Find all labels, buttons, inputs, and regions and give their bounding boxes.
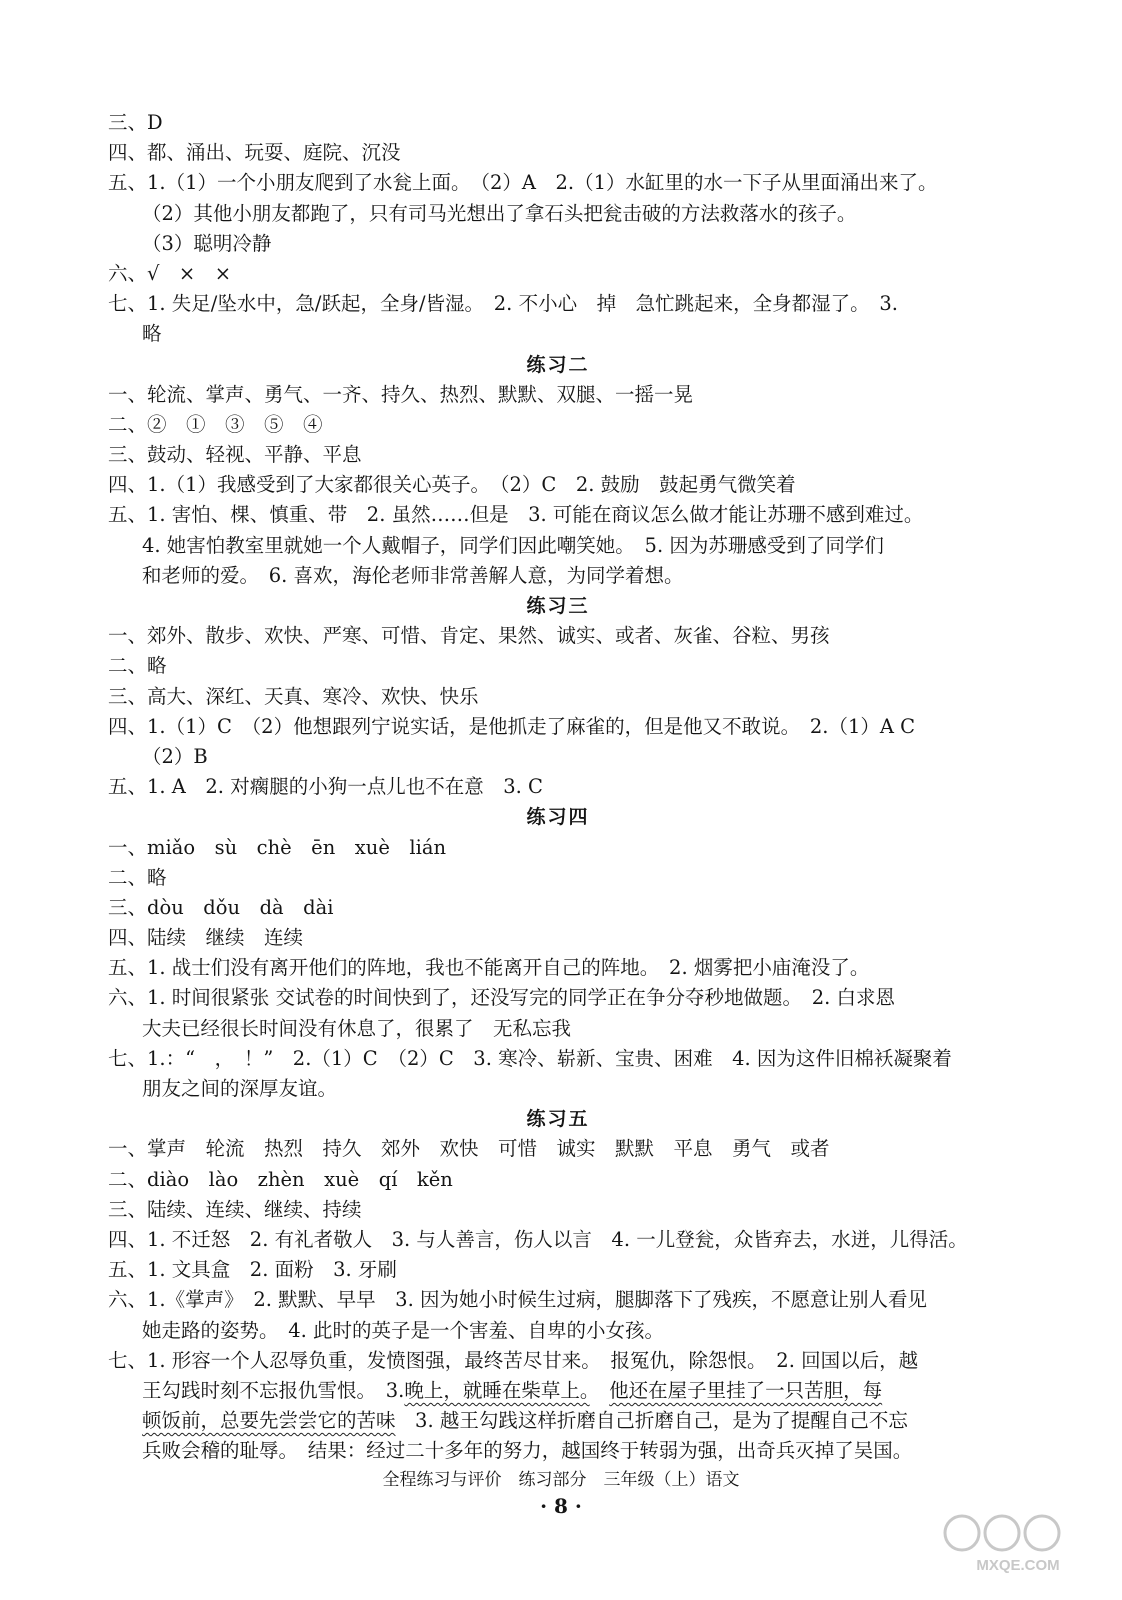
answer-line: 二、略 — [108, 865, 167, 889]
answer-line: 三、D — [108, 111, 163, 134]
answer-line: 六、√ × × — [108, 261, 232, 285]
page-number: · 8 · — [540, 1494, 582, 1518]
footer-title: 全程练习与评价 练习部分 三年级（上）语文 — [382, 1470, 740, 1490]
answer-line: 和老师的爱。 6. 喜欢，海伦老师非常善解人意，为同学着想。 — [142, 563, 684, 587]
answer-line: 朋友之间的深厚友谊。 — [142, 1077, 338, 1100]
wavy-underlined-text: 他还在屋子里挂了一只苦胆，每 — [609, 1378, 883, 1402]
answer-line: 四、1.（1）我感受到了大家都很关心英子。 （2）C 2. 鼓励 鼓起勇气微笑着 — [108, 473, 796, 497]
answer-line: 五、1. 战士们没有离开他们的阵地，我也不能离开自己的阵地。 2. 烟雾把小庙淹没了。 — [108, 956, 870, 980]
answer-line: 四、1.（1）C （2）他想跟列宁说实话，是他抓走了麻雀的，但是他又不敢说。 2.（1）A C — [108, 714, 916, 738]
answer-text: 3. 越王勾践这样折磨自己折磨自己，是为了提醒自己不忘 — [415, 1409, 908, 1433]
answer-line: 四、1. 不迁怒 2. 有礼者敬人 3. 与人善言，伤人以言 4. 一儿登瓮，众皆弃去，水迸，儿得活。 — [108, 1227, 968, 1251]
answer-line: 六、1.《掌声》 2. 默默、早早 3. 因为她小时候生过病，腿脚落下了残疾，不愿意让别人看见 — [108, 1288, 927, 1312]
wavy-underlined-text: 顿饭前，总要先尝尝它的苦味 — [142, 1409, 396, 1433]
answer-line: 五、1. 害怕、棵、慎重、带 2. 虽然……但是 3. 可能在商议怎么做才能让苏珊不感到难过。 — [108, 503, 924, 527]
answer-line: 一、掌声 轮流 热烈 持久 郊外 欢快 可惜 诚实 默默 平息 勇气 或者 — [108, 1137, 830, 1161]
answer-line: 她走路的姿势。 4. 此时的英子是一个害羞、自卑的小女孩。 — [142, 1318, 665, 1342]
answer-line: 兵败会稽的耻辱。 结果：经过二十多年的努力，越国终于转弱为强，出奇兵灭掉了吴国。 — [142, 1439, 913, 1463]
wavy-underlined-text: 晚上，就睡在柴草上。 — [404, 1378, 590, 1402]
answer-line: 六、1. 时间很紧张 交试卷的时间快到了，还没写完的同学正在争分夺秒地做题。 2. 白求恩 — [108, 986, 896, 1010]
answer-line: （2）B — [142, 744, 208, 768]
answer-line: 二、diào lào zhèn xuè qí kěn — [108, 1167, 453, 1191]
watermark-logo-icon — [934, 1508, 1094, 1578]
answer-line — [108, 1406, 1008, 1436]
answer-line: 二、② ① ③ ⑤ ④ — [108, 412, 323, 436]
answer-line: 三、鼓动、轻视、平静、平息 — [108, 443, 362, 467]
answer-line: 一、miǎo sù chè ēn xuè lián — [108, 835, 447, 859]
answer-line: 七、1. 失足/坠水中，急/跃起，全身/皆湿。 2. 不小心 掉 急忙跳起来，全身都湿了。 3. — [108, 292, 898, 316]
answer-line: 四、都、涌出、玩耍、庭院、沉没 — [108, 141, 401, 165]
answer-line: 大夫已经很长时间没有休息了，很累了 无私忘我 — [142, 1016, 572, 1040]
answer-line: 七、1.：“ ， ！” 2.（1）C （2）C 3. 寒冷、崭新、宝贵、困难 4. 因为这件旧棉袄凝聚着 — [108, 1046, 952, 1070]
answer-text: 王勾践时刻不忘报仇雪恨。 3. — [142, 1378, 405, 1402]
answer-content — [108, 108, 1008, 1466]
answer-line: 二、略 — [108, 654, 167, 678]
answer-line: 三、陆续、连续、继续、持续 — [108, 1197, 362, 1221]
section-heading: 练习三 — [526, 595, 590, 617]
answer-line: 五、1. 文具盒 2. 面粉 3. 牙刷 — [108, 1258, 397, 1282]
answer-line — [108, 1376, 1008, 1406]
answer-line: 七、1. 形容一个人忍辱负重，发愤图强，最终苦尽甘来。 报冤仇，除怨恨。 2. 回国以后，越 — [108, 1348, 919, 1372]
answer-line: 一、郊外、散步、欢快、严寒、可惜、肯定、果然、诚实、或者、灰雀、谷粒、男孩 — [108, 624, 830, 648]
answer-line: 五、1.（1）一个小朋友爬到了水瓮上面。 （2）A 2.（1）水缸里的水一下子从里面涌出来了。 — [108, 171, 938, 195]
answer-line: 三、dòu dǒu dà dài — [108, 895, 334, 919]
section-heading: 练习五 — [526, 1108, 590, 1131]
watermark-text: MXQE.COM — [976, 1557, 1060, 1574]
answer-line: （3）聪明冷静 — [142, 231, 272, 255]
section-heading: 练习二 — [526, 353, 590, 376]
answer-line: （2）其他小朋友都跑了，只有司马光想出了拿石头把瓮击破的方法救落水的孩子。 — [142, 201, 857, 225]
answer-line: 4. 她害怕教室里就她一个人戴帽子，同学们因此嘲笑她。 5. 因为苏珊感受到了同学们 — [142, 533, 884, 557]
answer-line: 五、1. A 2. 对瘸腿的小狗一点儿也不在意 3. C — [108, 775, 543, 799]
answer-line: 四、陆续 继续 连续 — [108, 926, 304, 950]
answer-line: 三、高大、深红、天真、寒冷、欢快、快乐 — [108, 684, 479, 708]
answer-line: 一、轮流、掌声、勇气、一齐、持久、热烈、默默、双腿、一摇一晃 — [108, 382, 694, 406]
answer-line: 略 — [142, 322, 162, 346]
section-heading: 练习四 — [526, 806, 590, 829]
